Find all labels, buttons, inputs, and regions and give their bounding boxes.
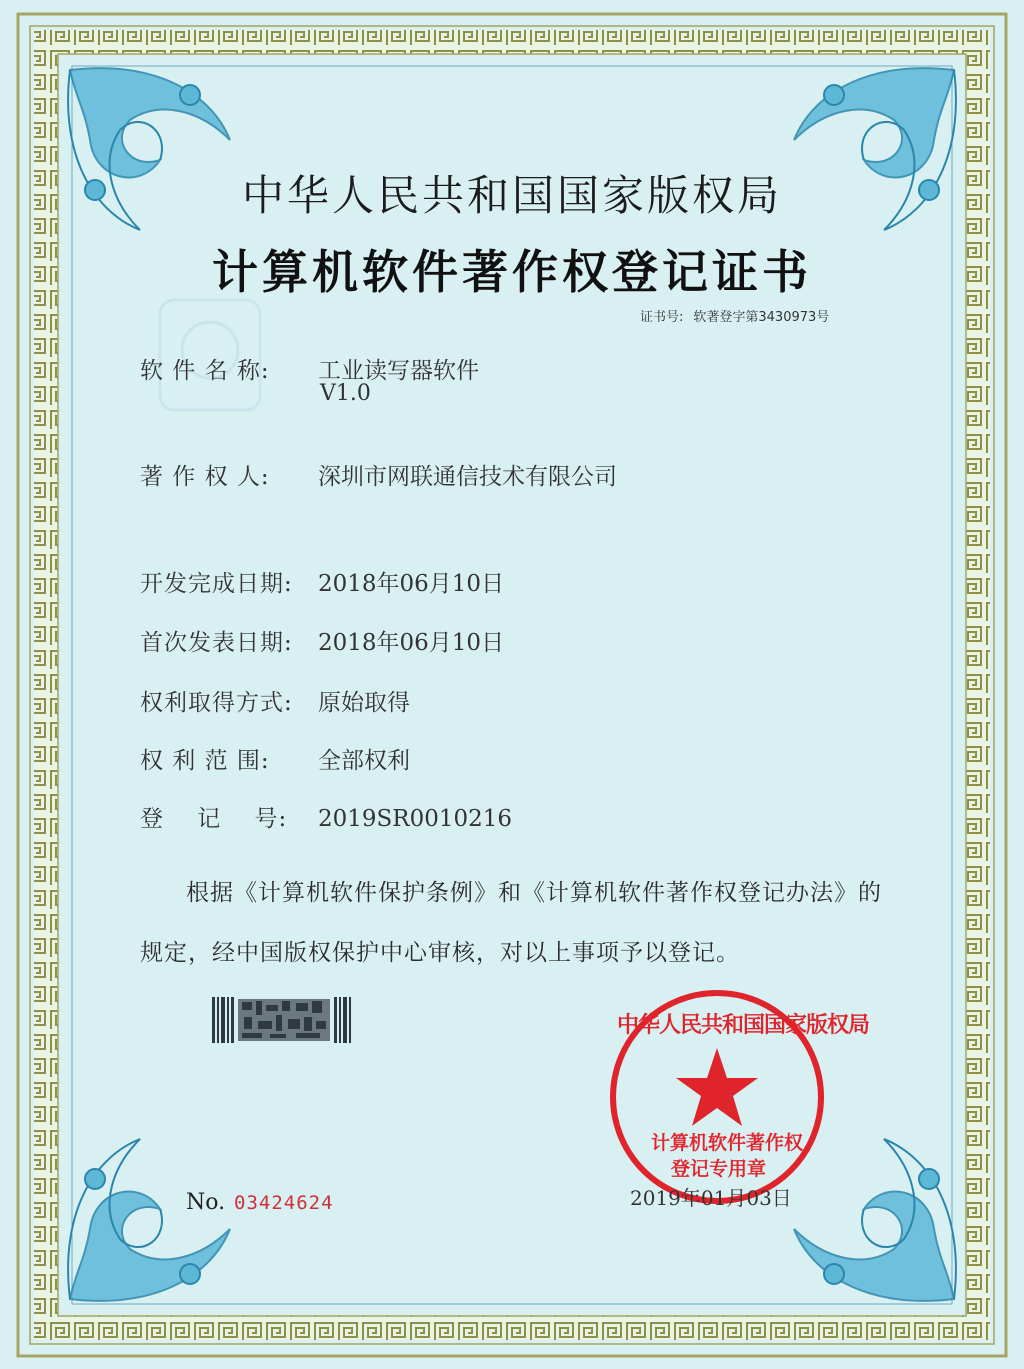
certificate-title: 计算机软件著作权登记证书: [212, 245, 812, 299]
field-value: 2019SR0010216: [318, 806, 513, 832]
registration-date: 2019年01月03日: [630, 1186, 792, 1210]
field-software-version: V1.0: [320, 381, 371, 406]
certificate-number: [640, 306, 839, 325]
corner-ornament-bottom-left: [68, 1139, 230, 1301]
barcode-icon: [212, 997, 354, 1043]
field-label: 首次发表日期:: [140, 630, 293, 656]
field-label: 著 作 权 人:: [140, 464, 270, 490]
field-rights-scope: [140, 742, 410, 775]
statement-line-2: 规定，经中国版权保护中心审核，对以上事项予以登记。: [140, 940, 740, 966]
field-value: 2018年06月10日: [318, 571, 505, 597]
field-copyright-owner: [140, 458, 617, 491]
field-value: 原始取得: [318, 690, 410, 716]
field-publication-date: [140, 624, 504, 657]
field-label: 软 件 名 称:: [140, 358, 270, 384]
seal-inner-line-2: 登记专用章: [671, 1158, 767, 1180]
field-acquisition-method: [140, 684, 410, 717]
field-label: 登 记 号:: [140, 806, 288, 832]
field-value: 工业读写器软件: [318, 358, 479, 384]
seal-outer-text: 中华人民共和国国家版权局: [617, 1013, 870, 1038]
field-value: 2018年06月10日: [318, 630, 505, 656]
certificate-number-value: 软著登字第3430973号: [693, 310, 830, 325]
field-software-name: [140, 352, 479, 385]
issuing-authority: 中华人民共和国国家版权局: [241, 171, 782, 220]
field-completion-date: [140, 565, 504, 598]
field-registration-number: [140, 800, 512, 833]
field-value: 深圳市网联通信技术有限公司: [318, 464, 617, 490]
seal-inner-line-1: 计算机软件著作权: [651, 1132, 804, 1154]
field-label: 权 利 范 围:: [140, 748, 270, 774]
statement-line-1: 根据《计算机软件保护条例》和《计算机软件著作权登记办法》的: [186, 880, 882, 906]
serial-number-label: No.: [186, 1190, 226, 1215]
certificate-number-label: 证书号:: [640, 310, 684, 325]
serial-number-value: 03424624: [234, 1192, 334, 1214]
field-value: 全部权利: [318, 748, 410, 774]
field-label: 开发完成日期:: [140, 571, 293, 597]
field-label: 权利取得方式:: [140, 690, 293, 716]
